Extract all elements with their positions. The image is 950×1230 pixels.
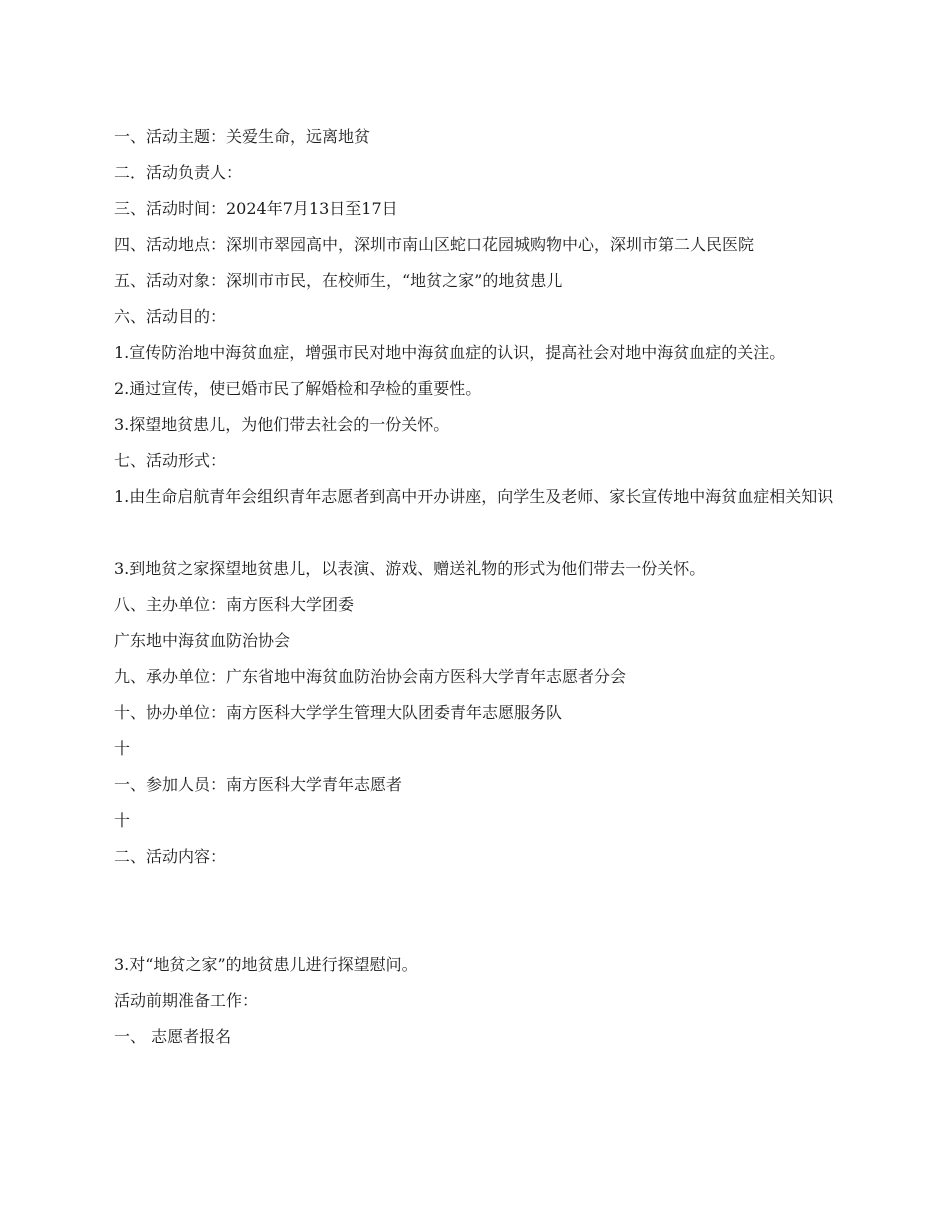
section-participants: 一、参加人员：南方医科大学青年志愿者 [114,775,403,794]
section-organizer: 八、主办单位：南方医科大学团委 [114,595,355,614]
section-preparation: 活动前期准备工作： [114,991,259,1010]
organizer-second: 广东地中海贫血防治协会 [114,631,291,650]
format-item-3: 3.到地贫之家探望地贫患儿，以表演、游戏、赠送礼物的形式为他们带去一份关怀。 [114,559,706,578]
section-content: 二、活动内容： [114,847,227,866]
section-time: 三、活动时间：2024年7月13日至17日 [114,199,398,218]
blank-space [114,882,840,954]
blank-space [114,522,840,558]
preparation-item-1: 一、 志愿者报名 [114,1027,232,1046]
purpose-item-1: 1.宣传防治地中海贫血症，增强市民对地中海贫血症的认识，提高社会对地中海贫血症的关注。 [114,343,786,362]
section-twelve-prefix: 十 [114,811,131,830]
section-target: 五、活动对象：深圳市市民，在校师生，“地贫之家”的地贫患儿 [114,271,563,290]
section-purpose: 六、活动目的： [114,307,227,326]
section-leader: 二．活动负责人： [114,163,243,182]
purpose-item-2: 2.通过宣传，使已婚市民了解婚检和孕检的重要性。 [114,379,482,398]
section-eleven-prefix: 十 [114,739,131,758]
content-item-3: 3.对“地贫之家”的地贫患儿进行探望慰问。 [114,955,418,974]
section-location: 四、活动地点：深圳市翠园高中，深圳市南山区蛇口花园城购物中心，深圳市第二人民医院 [114,235,755,254]
section-format: 七、活动形式： [114,451,227,470]
section-undertaker: 九、承办单位：广东省地中海贫血防治协会南方医科大学青年志愿者分会 [114,667,627,686]
purpose-item-3: 3.探望地贫患儿，为他们带去社会的一份关怀。 [114,415,450,434]
format-item-1: 1.由生命启航青年会组织青年志愿者到高中开办讲座，向学生及老师、家长宣传地中海贫血症相关知识 [114,487,834,506]
section-theme: 一、活动主题：关爱生命，远离地贫 [114,127,371,146]
section-co-organizer: 十、协办单位：南方医科大学学生管理大队团委青年志愿服务队 [114,703,563,722]
